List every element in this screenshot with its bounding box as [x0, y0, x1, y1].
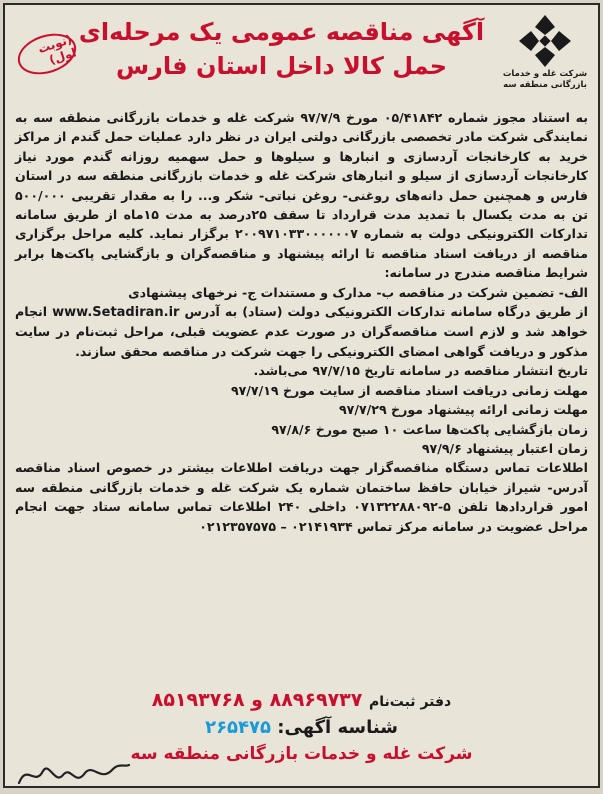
ad-id-value: ۲۶۵۴۷۵ [205, 717, 271, 738]
publish-date: تاریخ انتشار مناقصه در سامانه تاریخ ۹۷/۷/۱۵ می‌باشد. [253, 363, 588, 379]
company-logo [502, 13, 588, 99]
title-line1: آگهی مناقصه عمومی یک مرحله‌ای [78, 18, 485, 46]
portal-text-before: از طریق درگاه سامانه تدارکات الکترونیکی دولت (ستاد) به آدرس [184, 304, 588, 320]
ad-id-label: شناسه آگهی: [277, 717, 398, 738]
newspaper-ad [3, 3, 600, 788]
opening-time: زمان بازگشایی پاکت‌ها ساعت ۱۰ صبح مورخ ۹۷/۸/۶ [271, 421, 588, 437]
bid-validity: زمان اعتبار پیشنهاد ۹۷/۹/۶ [421, 440, 588, 456]
ad-title [75, 15, 488, 83]
ad-identifier [15, 715, 588, 741]
company-emblem-icon [517, 13, 573, 69]
ad-header [5, 5, 598, 105]
bid-deadline: مهلت زمانی ارائه پیشنهاد مورخ ۹۷/۷/۲۹ [339, 402, 588, 418]
portal-text-after: انجام خواهد شد و لازم است مناقصه‌گران در صورت عدم عضویت قبلی، مراحل ثبت‌نام در سایت مذکور و دریافت گواهی امضای الکترونیکی را جهت شرکت در مناقصه محقق سازند. [15, 304, 588, 359]
setadiran-link[interactable]: www.Setadiran.ir [52, 305, 180, 321]
intro-paragraph: به استناد مجوز شماره ۰۵/۴۱۸۴۲ مورخ ۹۷/۷/۹ شرکت غله و خدمات بازرگانی منطقه سه به نمایندگی شرکت مادر تخصصی بازرگانی دولتی ایران در نظر دارد عملیات حمل گندم از مراکز خرید به کارخانجات آردسازی و انبارها و سیلوها و حمل سهمیه روزانه گندم مورد نیاز کارخانجات آردسازی از سیلو و انبارهای شرکت غله و خدمات بازرگانی منطقه سه در استان فارس و همچنین حمل دانه‌های روغنی- روغن نباتی- شکر و... را به مقدار تقریبی ۵۰۰/۰۰۰ تن به مدت یکسال با تمدید مدت قرارداد تا سقف ۲۵درصد به مدت ۱۵ماه از طریق سامانه تدارکات الکترونیکی دولت به شماره ۲۰۰۹۷۱۰۳۳۰۰۰۰۰۰۷ برگزار نماید. کلیه مراحل برگزاری مناقصه از دریافت اسناد مناقصه تا ارائه پیشنهاد و مناقصه‌گران و بازگشایی پاکت‌ها برابر شرایط مناقصه مندرج در سامانه: [15, 110, 588, 281]
title-line2: حمل کالا داخل استان فارس [115, 52, 448, 80]
contact-paragraph: اطلاعات تماس دستگاه مناقصه‌گزار جهت دریافت اطلاعات بیشتر در خصوص اسناد مناقصه آدرس- شیراز خیابان حافظ ساختمان شماره یک شرکت غله و خدمات بازرگانی منطقه سه امور قراردادها تلفن ۵-۰۷۱۳۲۲۸۸۰۹۲ داخلی ۲۴۰ اطلاعات تماس سامانه ستاد جهت انجام مراحل عضویت در سامانه مرکز تماس ۰۲۱۴۱۹۳۴ – ۰۲۱۲۳۵۷۵۷۵ [15, 460, 589, 534]
turn-badge: (نوبت اول) [13, 27, 82, 82]
portal-paragraph [15, 302, 588, 361]
logo-text-line1: شرکت غله و خدمات [502, 69, 588, 79]
registration-phones [15, 687, 588, 715]
logo-text-line2: بازرگانی منطقه سه [503, 80, 587, 90]
ad-body [15, 108, 588, 536]
requirements-line: الف- تضمین شرکت در مناقصه ب- مدارک و مستندات ج- نرخهای پیشنهادی [128, 284, 588, 300]
phones-label: دفتر ثبت‌نام [369, 694, 452, 710]
docs-deadline: مهلت زمانی دریافت اسناد مناقصه از سایت مورخ ۹۷/۷/۱۹ [230, 382, 588, 398]
ad-footer [15, 687, 588, 767]
phones-value: ۸۸۹۶۹۷۳۷ و ۸۵۱۹۳۷۶۸ [151, 689, 363, 711]
footer-company: شرکت غله و خدمات بازرگانی منطقه سه [130, 744, 473, 764]
handwritten-signature [13, 757, 133, 788]
